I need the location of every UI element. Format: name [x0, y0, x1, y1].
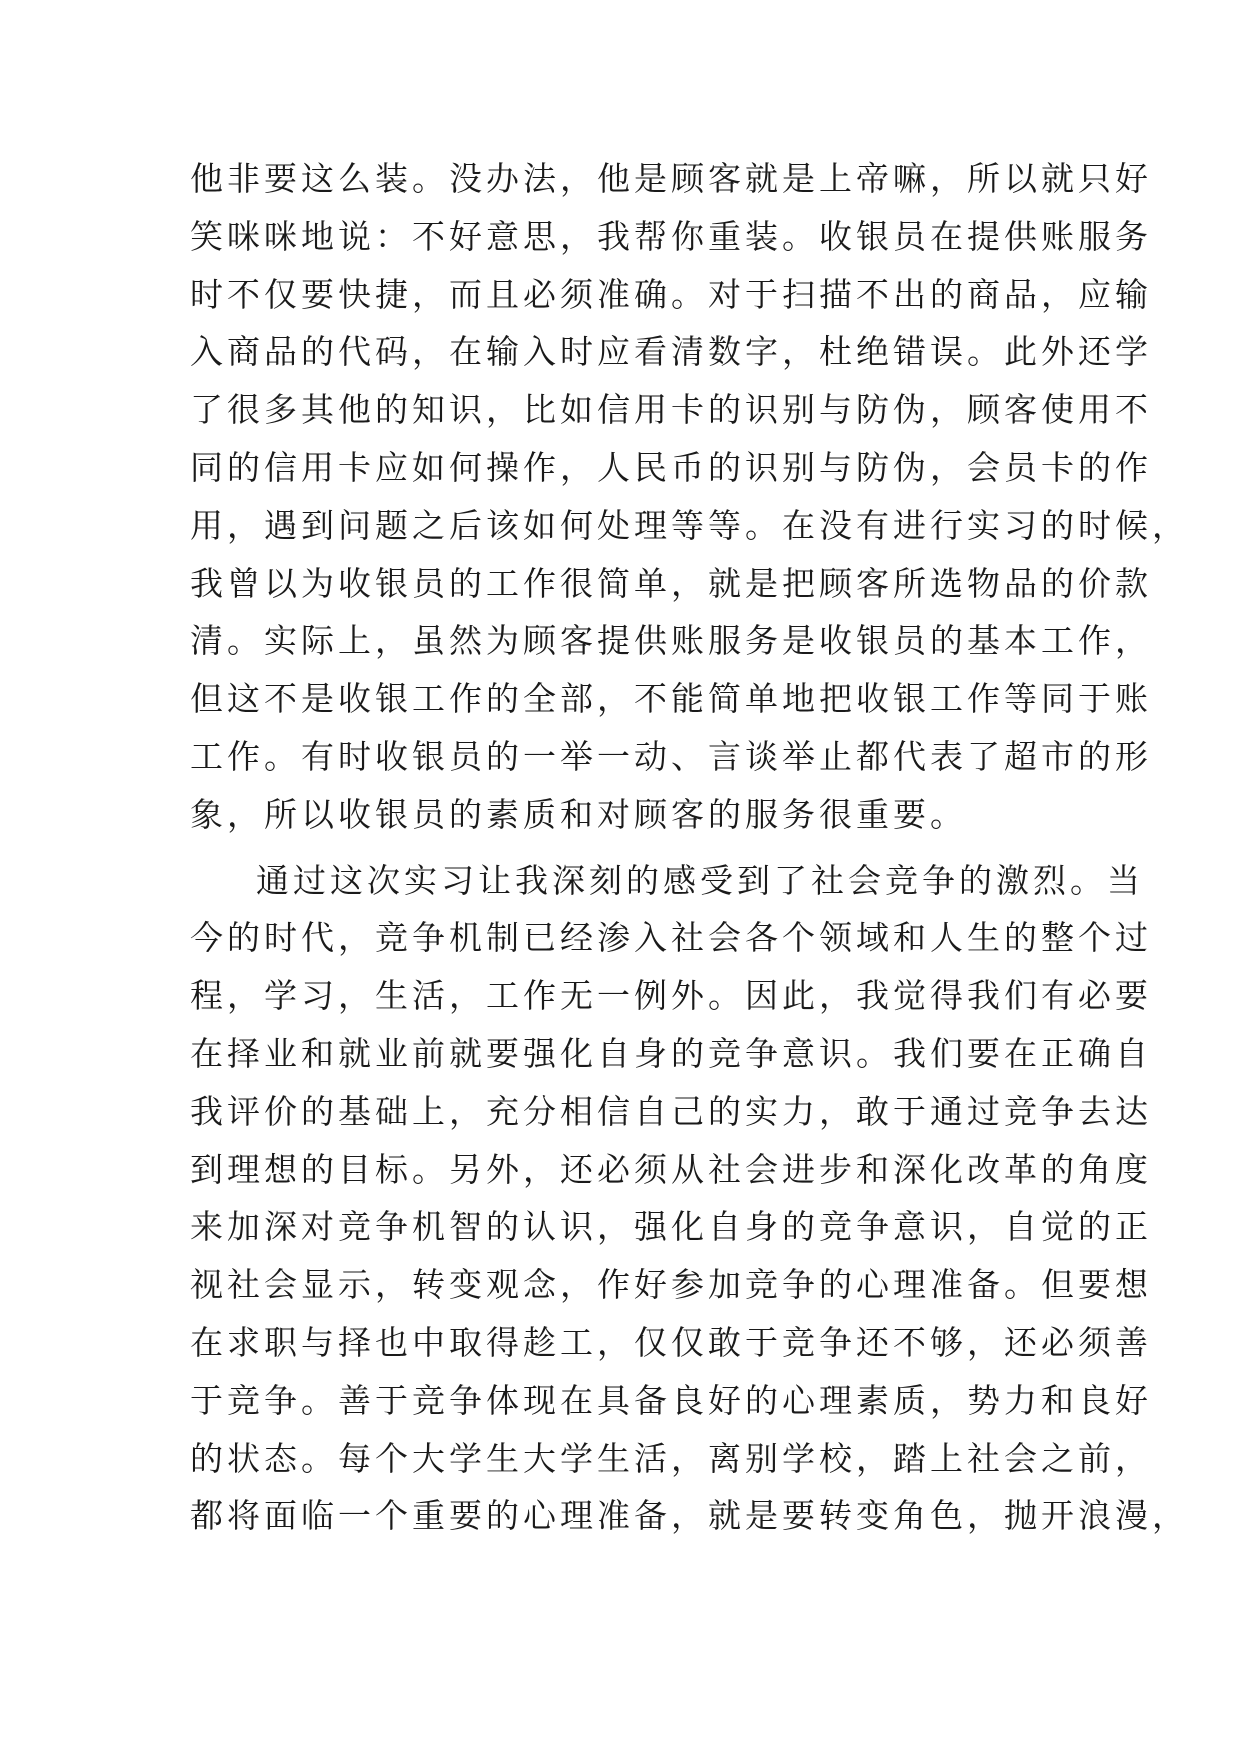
- paragraph-line: 时不仅要快捷，而且必须准确。对于扫描不出的商品，应输: [190, 274, 1152, 314]
- paragraph-line: 他非要这么装。没办法，他是顾客就是上帝嘛，所以就只好: [190, 159, 1152, 198]
- paragraph-line: 的状态。每个大学生大学生活，离别学校，踏上社会之前，: [190, 1438, 1152, 1478]
- paragraph-line: 象，所以收银员的素质和对顾客的服务很重要。: [190, 794, 967, 834]
- paragraph-line: 到理想的目标。另外，还必须从社会进步和深化改革的角度: [190, 1149, 1152, 1189]
- paragraph-line: 工作。有时收银员的一举一动、言谈举止都代表了超市的形: [190, 736, 1152, 776]
- paragraph-line: 笑咪咪地说：不好意思，我帮你重装。收银员在提供账服务: [190, 216, 1152, 256]
- paragraph-line: 在求职与择也中取得趁工，仅仅敢于竞争还不够，还必须善: [190, 1322, 1152, 1362]
- paragraph-2: [190, 852, 1189, 1546]
- paragraph-line: 都将面临一个重要的心理准备，就是要转变角色，抛开浪漫，: [190, 1496, 1189, 1536]
- paragraph-line: 我评价的基础上，充分相信自己的实力，敢于通过竞争去达: [190, 1091, 1152, 1131]
- paragraph-line: 今的时代，竞争机制已经渗入社会各个领域和人生的整个过: [190, 918, 1152, 958]
- paragraph-spacer: [190, 844, 1070, 852]
- paragraph-line: 但这不是收银工作的全部，不能简单地把收银工作等同于账: [190, 679, 1152, 719]
- paragraph-line: 同的信用卡应如何操作，人民币的识别与防伪，会员卡的作: [190, 447, 1152, 487]
- document-body: [190, 150, 1189, 1545]
- paragraph-line: 了很多其他的知识，比如信用卡的识别与防伪，顾客使用不: [190, 390, 1152, 430]
- paragraph-line: 程，学习，生活，工作无一例外。因此，我觉得我们有必要: [190, 976, 1152, 1016]
- paragraph-line: 来加深对竞争机智的认识，强化自身的竞争意识，自觉的正: [190, 1207, 1152, 1247]
- paragraph-line: 我曾以为收银员的工作很简单，就是把顾客所选物品的价款: [190, 563, 1152, 603]
- paragraph-line: 清。实际上，虽然为顾客提供账服务是收银员的基本工作，: [190, 621, 1152, 661]
- paragraph-line: 入商品的代码，在输入时应看清数字，杜绝错误。此外还学: [190, 332, 1152, 372]
- paragraph-first-line: 通过这次实习让我深刻的感受到了社会竞争的激烈。当: [256, 860, 1144, 900]
- paragraph-line: 在择业和就业前就要强化自身的竞争意识。我们要在正确自: [190, 1033, 1152, 1073]
- paragraph-line: 用，遇到问题之后该如何处理等等。在没有进行实习的时候，: [190, 505, 1189, 545]
- paragraph-line: 视社会显示，转变观念，作好参加竞争的心理准备。但要想: [190, 1265, 1152, 1305]
- paragraph-line: 于竞争。善于竞争体现在具备良好的心理素质，势力和良好: [190, 1380, 1152, 1420]
- paragraph-1: [190, 150, 1189, 844]
